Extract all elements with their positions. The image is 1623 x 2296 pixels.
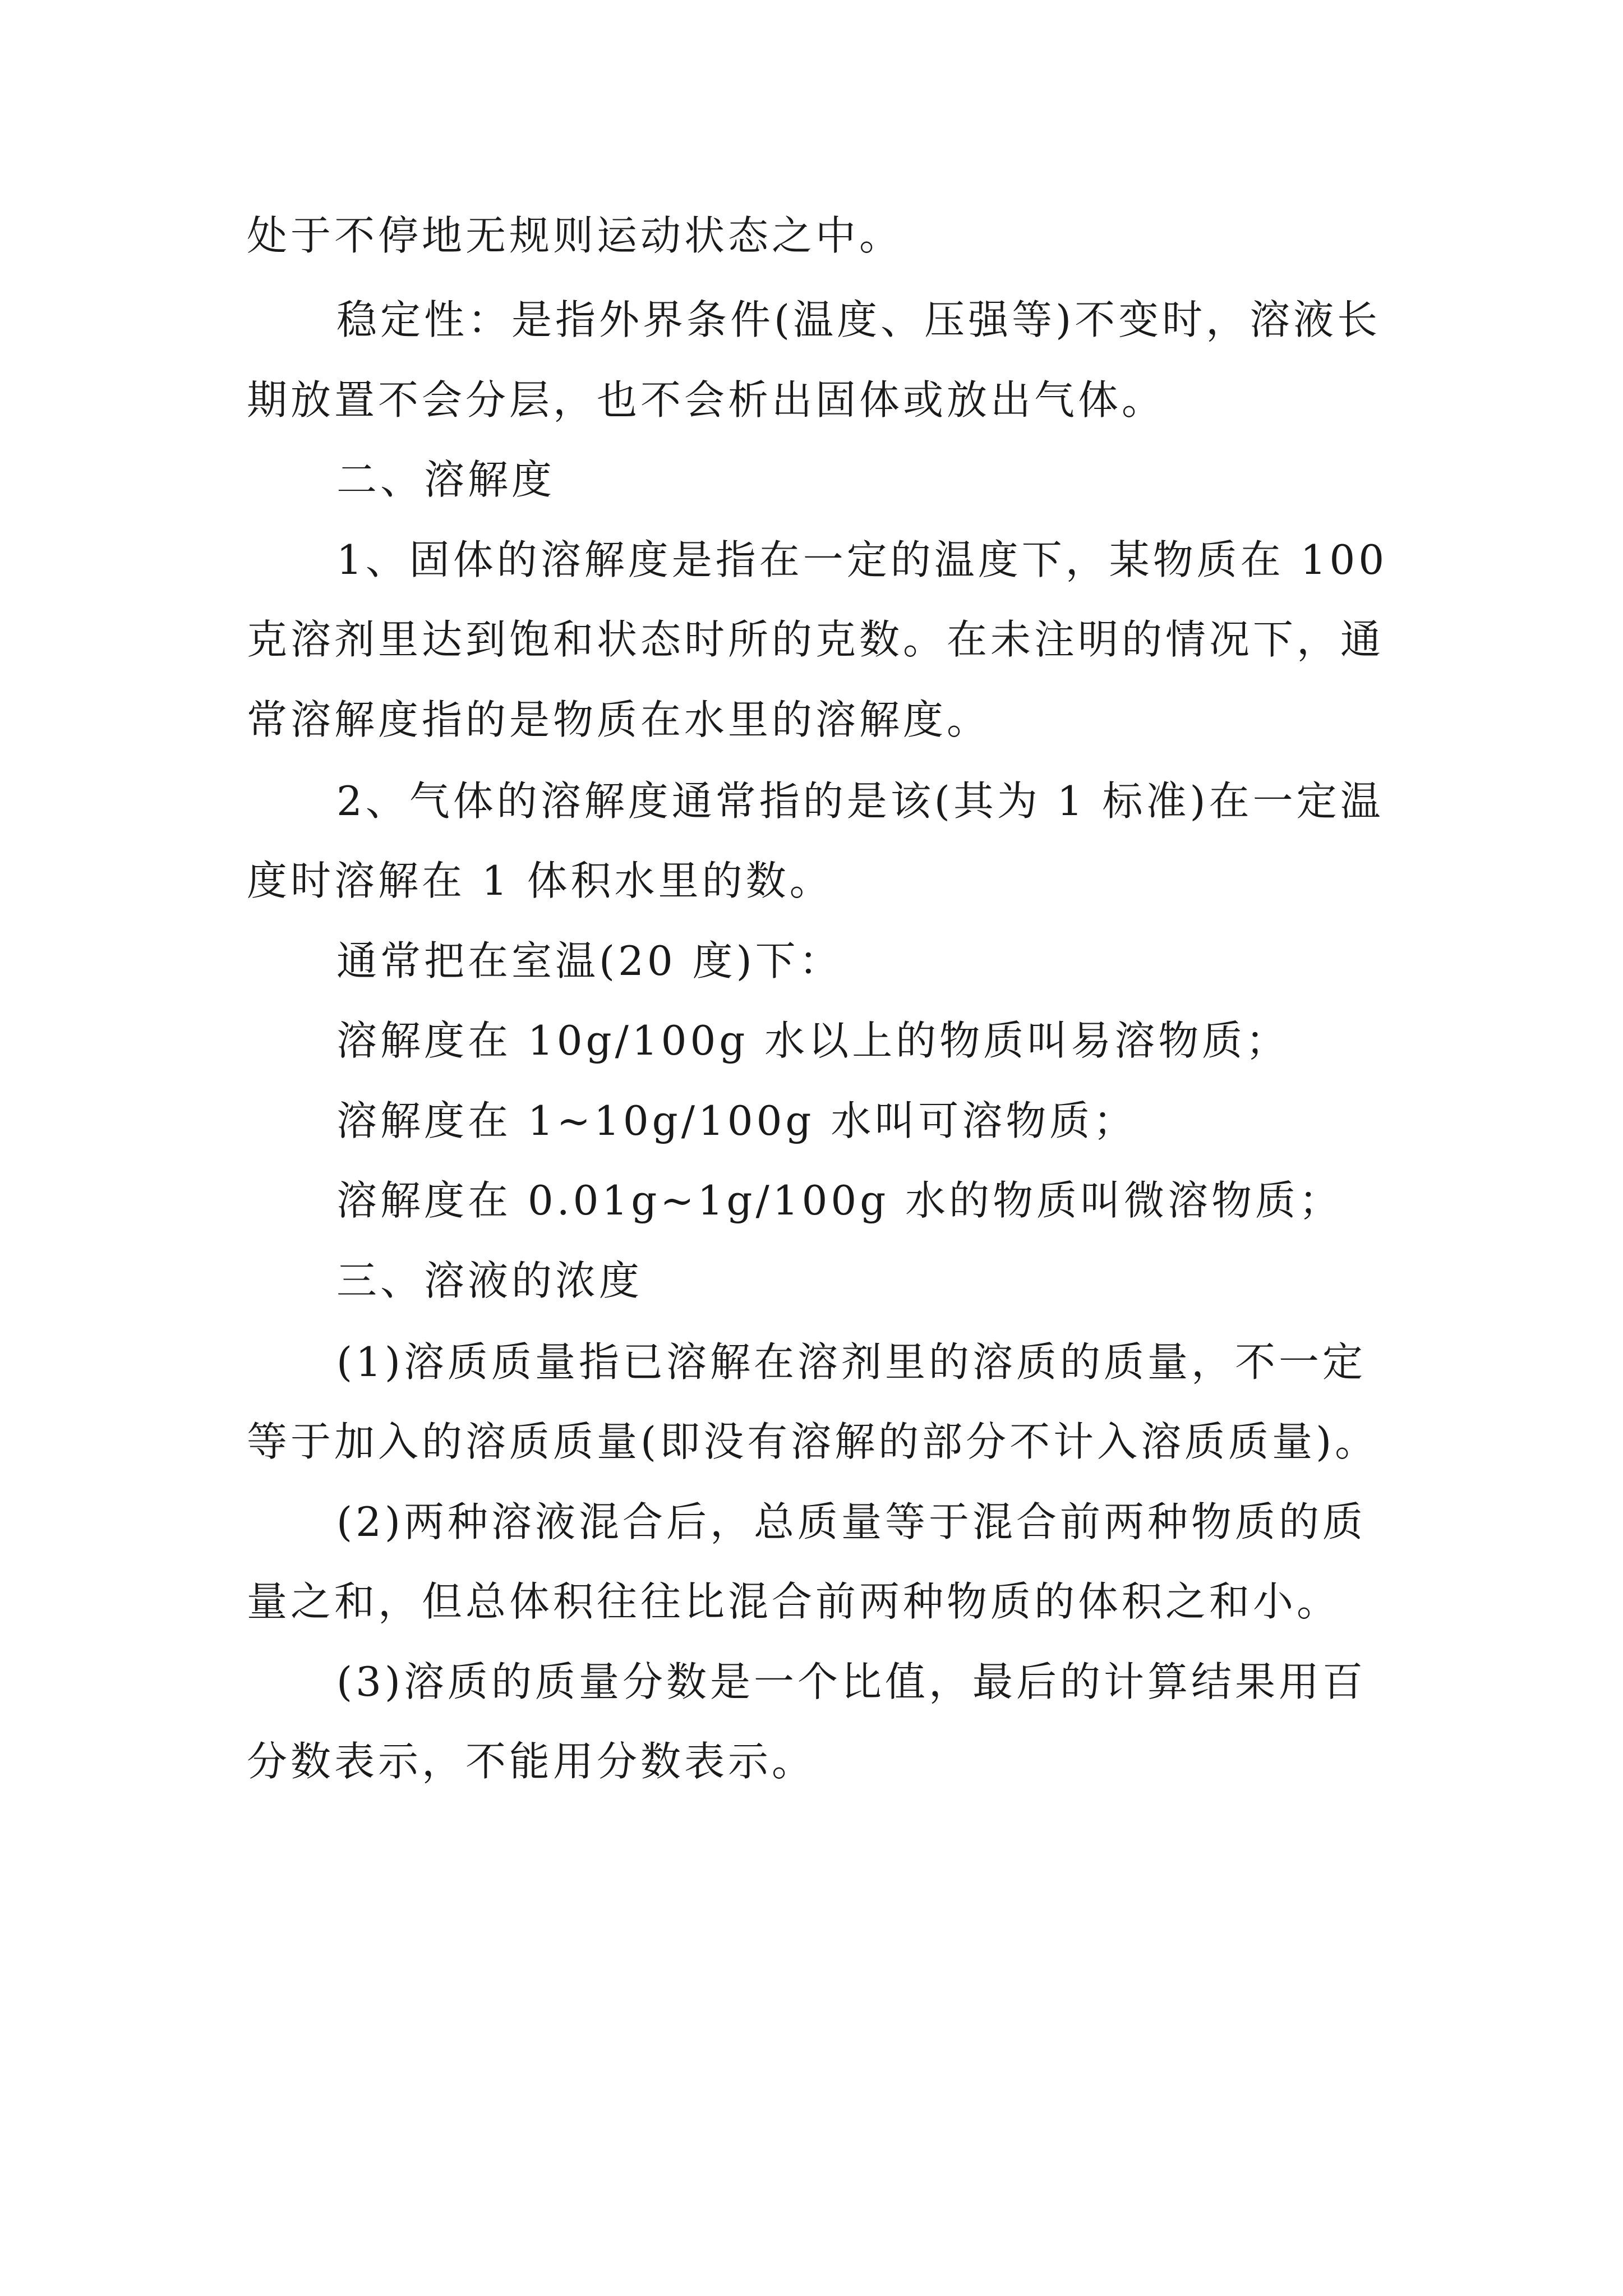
- text-line-3: 期放置不会分层，也不会析出固体或放出气体。: [247, 376, 1166, 424]
- text-line-9: 度时溶解在 1 体积水里的数。: [247, 857, 833, 904]
- text-line-18: 量之和，但总体积往往比混合前两种物质的体积之和小。: [247, 1578, 1341, 1625]
- text-line-8: 2、气体的溶解度通常指的是该(其为 1 标准)在一定温: [336, 777, 1384, 825]
- text-line-16: 等于加入的溶质质量(即没有溶解的部分不计入溶质质量)。: [247, 1418, 1379, 1465]
- text-line-15: (1)溶质质量指已溶解在溶剂里的溶质的质量，不一定: [336, 1338, 1366, 1386]
- text-line-20: 分数表示，不能用分数表示。: [247, 1738, 816, 1785]
- text-line-13: 溶解度在 0.01g~1g/100g 水的物质叫微溶物质；: [336, 1177, 1343, 1224]
- text-line-11: 溶解度在 10g/100g 水以上的物质叫易溶物质；: [336, 1017, 1290, 1064]
- text-line-17: (2)两种溶液混合后，总质量等于混合前两种物质的质: [336, 1498, 1366, 1545]
- section-heading-solubility: 二、溶解度: [336, 456, 556, 503]
- text-line-19: (3)溶质的质量分数是一个比值，最后的计算结果用百: [336, 1658, 1366, 1705]
- text-line-6: 克溶剂里达到饱和状态时所的克数。在未注明的情况下，通: [247, 616, 1385, 663]
- text-line-2: 稳定性：是指外界条件(温度、压强等)不变时，溶液长: [336, 296, 1381, 343]
- text-line-10: 通常把在室温(20 度)下：: [336, 937, 843, 984]
- text-line-12: 溶解度在 1~10g/100g 水叫可溶物质；: [336, 1097, 1137, 1144]
- text-line-1: 处于不停地无规则运动状态之中。: [247, 212, 903, 259]
- section-heading-concentration: 三、溶液的浓度: [336, 1257, 643, 1304]
- text-line-5: 1、固体的溶解度是指在一定的温度下，某物质在 100: [336, 536, 1388, 583]
- text-line-7: 常溶解度指的是物质在水里的溶解度。: [247, 696, 991, 743]
